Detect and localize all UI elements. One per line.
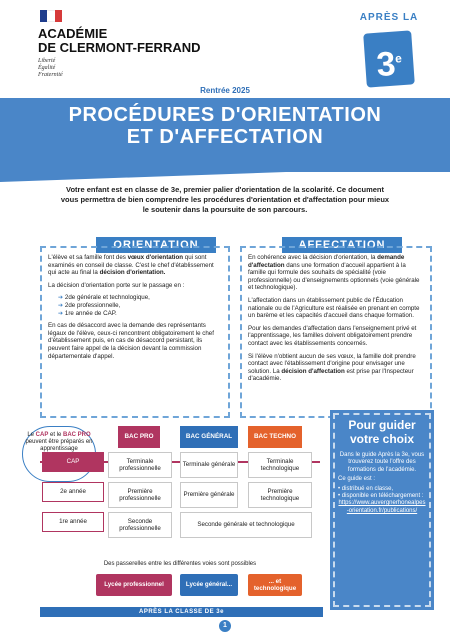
list-item: • distribué en classe, [338,486,426,493]
badge-sup: e [394,51,403,66]
cell-premiere-generale: Première générale [180,482,238,508]
bubble-cap: CAP [35,432,49,438]
pill-lycee-general: Lycée général... [180,574,238,596]
bubble-bacpro: BAC PRO [63,432,91,438]
badge-top-text: APRÈS LA [359,12,419,23]
orientation-p3: En cas de désaccord avec la demande des représentants légaux de l'élève, ceux-ci rencontrent obligatoirement le chef d'établissement puis, en cas de désaccord persistant, ils peuvent faire appel de la décision devant la commission départementale d'appel. [48,322,214,360]
affectation-heading: AFFECTATION [282,237,402,253]
affectation-p1-b: demande d'affectation [248,254,405,269]
motto-fraternite: Fraternité [38,72,63,78]
row-label-2e-annee: 2e année [42,482,104,502]
rentree-label: Rentrée 2025 [200,86,250,95]
intro-text: Votre enfant est en classe de 3e, premier palier d'orientation de la scolarité. Ce document vous permettra de bien comprendre les procédures d'orientation et d'affectation pour mieux le soutenir dans la poursuite de son parcours. [60,185,390,214]
page-title [0,104,450,148]
badge-num: 3 [375,44,397,85]
header-bac-general: BAC GÉNÉRAL [180,426,238,448]
cell-seconde-gt: Seconde générale et technologique [180,512,312,538]
card-list [338,486,426,501]
apres-la-3e-bar: APRÈS LA CLASSE DE 3e [40,607,323,617]
card-text: Dans le guide Après la 3e, vous trouverez toute l'offre des formations de l'académie. [339,452,425,473]
orientation-p1-d: décision d'orientation. [99,269,166,277]
passerelles-note: Des passerelles entre les différentes voies sont possibles [103,561,257,567]
header-bac-pro: BAC PRO [118,426,160,448]
orientation-p1 [48,254,222,277]
orientation-p2: La décision d'orientation porte sur le passage en : [48,281,185,289]
cell-terminale-techno: Terminale technologique [248,452,312,478]
academy-line2: DE CLERMONT-FERRAND [38,40,201,55]
cell-premiere-pro: Première professionnelle [108,482,172,508]
row-label-cap: CAP [42,452,104,472]
header-bac-techno: BAC TECHNO [248,426,302,448]
orientation-heading: ORIENTATION [96,237,216,253]
orientation-list [48,294,222,317]
motto-liberte: Liberté [38,58,56,64]
row-label-1re-annee: 1re année [42,512,104,532]
affectation-box [240,246,432,418]
affectation-p1 [248,254,424,292]
french-flag-logo [40,10,62,22]
card-title: Pour guider votre choix [348,418,416,446]
orientation-p1-c: qui sont examinés en conseil de classe. C'est le chef d'établissement qui acte au final la [48,254,214,277]
cell-terminale-pro: Terminale professionnelle [108,452,172,478]
bubble-a: Le [27,432,36,438]
cell-seconde-pro: Seconde professionnelle [108,512,172,538]
orientation-box [40,246,230,418]
motto [38,58,63,79]
affectation-p3: Pour les demandes d'affectation dans l'enseignement privé et l'apprentissage, les familles doivent obligatoirement prendre contact avec les établissements concernés. [248,324,417,347]
title-line1: PROCÉDURES D'ORIENTATION [68,104,382,126]
pill-lycee-pro: Lycée professionnel [96,574,172,596]
academy-line1: ACADÉMIE [38,26,108,41]
affectation-p4-b: décision d'affectation [281,367,345,375]
cell-premiere-techno: Première technologique [248,482,312,508]
affectation-p4-a: Si l'élève n'obtient aucun de ses vœux, la famille doit prendre contact avec l'établissement d'origine pour envisager une solution. La [248,352,416,375]
affectation-p4-c: est prise par l'Inspecteur d'académie. [248,367,414,383]
bubble-c: peuvent être préparés en apprentissage [25,439,93,452]
orientation-p1-a: L'élève et sa famille font des [48,254,128,261]
pill-technologique: ... et technologique [248,574,302,596]
affectation-p1-a: En cohérence avec la décision d'orientation, la [248,254,378,261]
motto-egalite: Égalité [38,65,56,71]
list-item: • disponible en téléchargement : [338,493,426,500]
affectation-p4 [248,353,424,383]
orientation-p1-b: vœux d'orientation [127,254,184,261]
badge-number [363,30,415,87]
bubble-b: et le [48,432,64,438]
academy-name [38,27,201,55]
list-item: ➔ 2de professionnelle, [58,302,222,310]
guide-card [330,410,434,610]
cell-terminale-generale: Terminale générale [180,452,238,478]
affectation-p2: L'affectation dans un établissement public de l'Éducation nationale ou de l'Agriculture est réalisée en prenant en compte un barème et les capacités d'accueil dans chaque formation. [248,296,420,320]
card-lead: Ce guide est : [338,476,376,483]
list-item: ➔ 2de générale et technologique, [58,294,222,302]
guide-download-link[interactable]: https://www.auvergnerhonealpes-orientation.fr/publications/ [338,500,426,514]
list-item: ➔ 1re année de CAP. [58,310,222,318]
title-line2: ET D'AFFECTATION [126,126,324,148]
page-number: 1 [219,620,231,632]
affectation-p1-c: dans une formation d'accueil appartient à la famille qui formule des souhaits de spécialité (voie professionnelle) ou d'enseignements optionnels (voie générale et technologique). [248,261,420,292]
